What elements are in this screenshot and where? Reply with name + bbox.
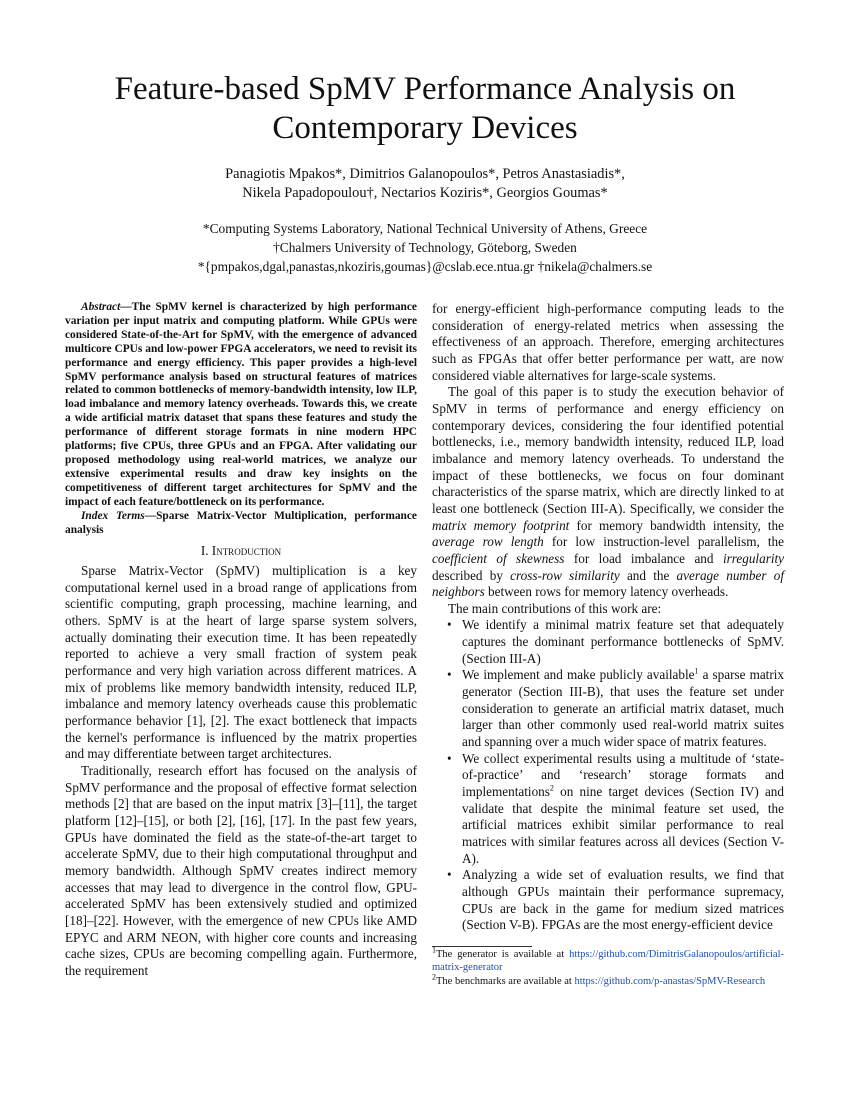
goal-text-d: for load imbalance and xyxy=(564,550,723,566)
section-heading-introduction: I. Introduction xyxy=(200,543,282,559)
footnote-marker[interactable]: 1 xyxy=(694,667,699,677)
goal-text-a: The goal of this paper is to study the execution behavior of SpMV in terms of performance and energy efficiency on contemporary devices, considering the four identified potential bottlenecks, i.e., memory bandwidth intensity, reduced ILP, load imbalance and memory latency overheads. To understand the impact of these bottlenecks, we focus on four dominant characteristics of the sparse matrix, which are directly linked to at least one bottleneck (Section III-A). Specifically, we consider the xyxy=(432,384,784,516)
contribution-item: • Analyzing a wide set of evaluation results, we find that although GPUs maintain their performance supremacy, CPUs are back in the game for medium sized matrices (Section V-B). FPGAs are the most energy-efficient device xyxy=(432,867,784,934)
authors-line-2: Nikela Papadopoulou†, Nectarios Koziris*, Georgios Goumas* xyxy=(242,185,608,201)
affiliations xyxy=(60,219,790,276)
term-memory-footprint: matrix memory footprint xyxy=(432,517,570,533)
index-terms xyxy=(65,510,417,538)
abstract-label: Abstract— xyxy=(81,301,132,313)
term-irregularity: irregularity xyxy=(722,550,785,566)
contributions-list xyxy=(432,617,784,933)
contribution-text: on nine target devices (Section IV) and validate that despite the minimal feature set used, the artificial matrices exhibit similar performance to real matrices with similar features across all devices (Section V-A). xyxy=(462,784,784,866)
affiliation-2: †Chalmers University of Technology, Göteborg, Sweden xyxy=(273,240,577,255)
intro-paragraph-1: Sparse Matrix-Vector (SpMV) multiplication is a key computational kernel used in a broad range of applications from scientific computing, graph processing, machine learning, and others. SpMV is at the heart of large sparse system solvers, actually dominating their execution time. It has been repeatedly reported to achieve a very small fraction of system peak performance and very high variation across different matrices. A mix of problems like memory bandwidth intensity, reduced ILP, imbalance and memory latency overheads cause this problematic performance behavior [1], [2]. The exact bottleneck that impacts the kernel's performance is influenced by the matrix properties and may differentiate between target architectures. xyxy=(65,563,417,762)
abstract xyxy=(65,301,417,510)
goal-text-f: and the xyxy=(619,567,677,583)
intro-paragraph-3: for energy-efficient high-performance computing leads to the consideration of energy-related metrics when assessing the effectiveness of an approach. Therefore, emerging architectures such as FPGAs that offer better performance per watt, are now considered viable alternatives for large-scale systems. xyxy=(432,301,784,383)
contributions-intro: The main contributions of this work are: xyxy=(448,600,662,616)
generator-link[interactable]: https://github.com/DimitrisGalanopoulos/artificial-matrix-generator xyxy=(432,949,784,973)
contribution-item: • We identify a minimal matrix feature set that adequately captures the dominant performance bottlenecks of SpMV. (Section III-A) xyxy=(432,617,784,667)
benchmarks-link[interactable]: https://github.com/p-anastas/SpMV-Research xyxy=(574,976,766,987)
contribution-item xyxy=(432,667,784,750)
contribution-item xyxy=(432,751,784,868)
authors-line-1: Panagiotis Mpakos*, Dimitrios Galanopoulos*, Petros Anastasiadis*, xyxy=(225,166,625,182)
left-column xyxy=(65,301,417,979)
footnote-2 xyxy=(432,972,784,988)
paper-title: Feature-based SpMV Performance Analysis on Contemporary Devices xyxy=(114,71,736,146)
term-coefficient-of-skewness: coefficient of skewness xyxy=(432,550,565,566)
contribution-text: We collect experimental results using a multitude of ‘state-of-practice’ and ‘research’ storage formats and implementations xyxy=(462,750,784,800)
contribution-text: a sparse matrix generator (Section III-B), that uses the feature set under consideration to generate an artificial matrix dataset, much larger than other commonly used real-world matrix suites and spanning over a much wider space of matrix features. xyxy=(462,667,784,750)
affiliation-1: *Computing Systems Laboratory, National Technical University of Athens, Greece xyxy=(202,221,648,236)
footnote-1 xyxy=(432,945,784,974)
footnote-number: 1 xyxy=(432,945,436,955)
goal-text-b: for memory bandwidth intensity, the xyxy=(569,517,784,533)
footnote-text: The benchmarks are available at xyxy=(436,976,575,987)
index-terms-label: Index Terms xyxy=(81,509,145,522)
term-average-row-length: average row length xyxy=(432,534,544,550)
author-list xyxy=(60,165,790,203)
contribution-text: We implement and make publicly available xyxy=(462,667,695,683)
goal-paragraph xyxy=(432,384,784,601)
footnote-number: 2 xyxy=(432,972,436,982)
term-cross-row-similarity: cross-row similarity xyxy=(510,567,620,583)
right-column xyxy=(432,301,784,934)
goal-text-e: described by xyxy=(432,567,511,583)
footnote-divider xyxy=(432,946,532,947)
index-terms-text: —Sparse Matrix-Vector Multiplication, performance analysis xyxy=(65,509,417,536)
author-emails: *{pmpakos,dgal,panastas,nkoziris,goumas}@cslab.ece.ntua.gr †nikela@chalmers.se xyxy=(197,259,653,274)
footnote-marker[interactable]: 2 xyxy=(549,783,554,793)
goal-text-g: between rows for memory latency overheads. xyxy=(484,584,729,600)
intro-paragraph-2: Traditionally, research effort has focused on the analysis of SpMV performance and the proposal of effective format selection methods [2] that are based on the input matrix [3]–[11], the target platform [12]–[15], or both [2], [16], [17]. In the past few years, GPUs have dominated the field as the state-of-the-art target to accelerate SpMV, due to their high computational throughput and memory bandwidth. Although SpMV creates indirect memory accesses that may lead to divergence in the control flow, GPU-accelerated SpMV has been extensively studied and optimized [18]–[22]. However, with the emergence of new CPUs like AMD EPYC and ARM NEON, with higher core counts and increasing cache sizes, CPUs are becoming compelling again. Furthermore, the requirement xyxy=(65,762,417,978)
term-average-number-of-neighbors: average number of neighbors xyxy=(432,567,784,600)
abstract-text: The SpMV kernel is characterized by high performance variation per input matrix and computing platform. While GPUs were considered State-of-the-Art for SpMV, with the emergence of advanced multicore CPUs and low-power FPGA accelerators, we need to revisit its performance and energy efficiency. This paper provides a high-level SpMV performance analysis based on structural features of matrices related to common bottlenecks of memory-bandwidth intensity, low ILP, load imbalance and memory latency overheads. Towards this, we create a wide artificial matrix dataset that spans these features and study the performance of different storage formats in nine modern HPC platforms; five CPUs, three GPUs and an FPGA. After validating our proposed methodology using real-world matrices, we analyze our extensive experimental results and draw key insights on the competitiveness of different target architectures for SpMV and the impact of each feature/bottleneck on its performance. xyxy=(65,301,417,508)
footnote-text: The generator is available at xyxy=(436,949,570,960)
goal-text-c: for low instruction-level parallelism, the xyxy=(543,534,785,550)
